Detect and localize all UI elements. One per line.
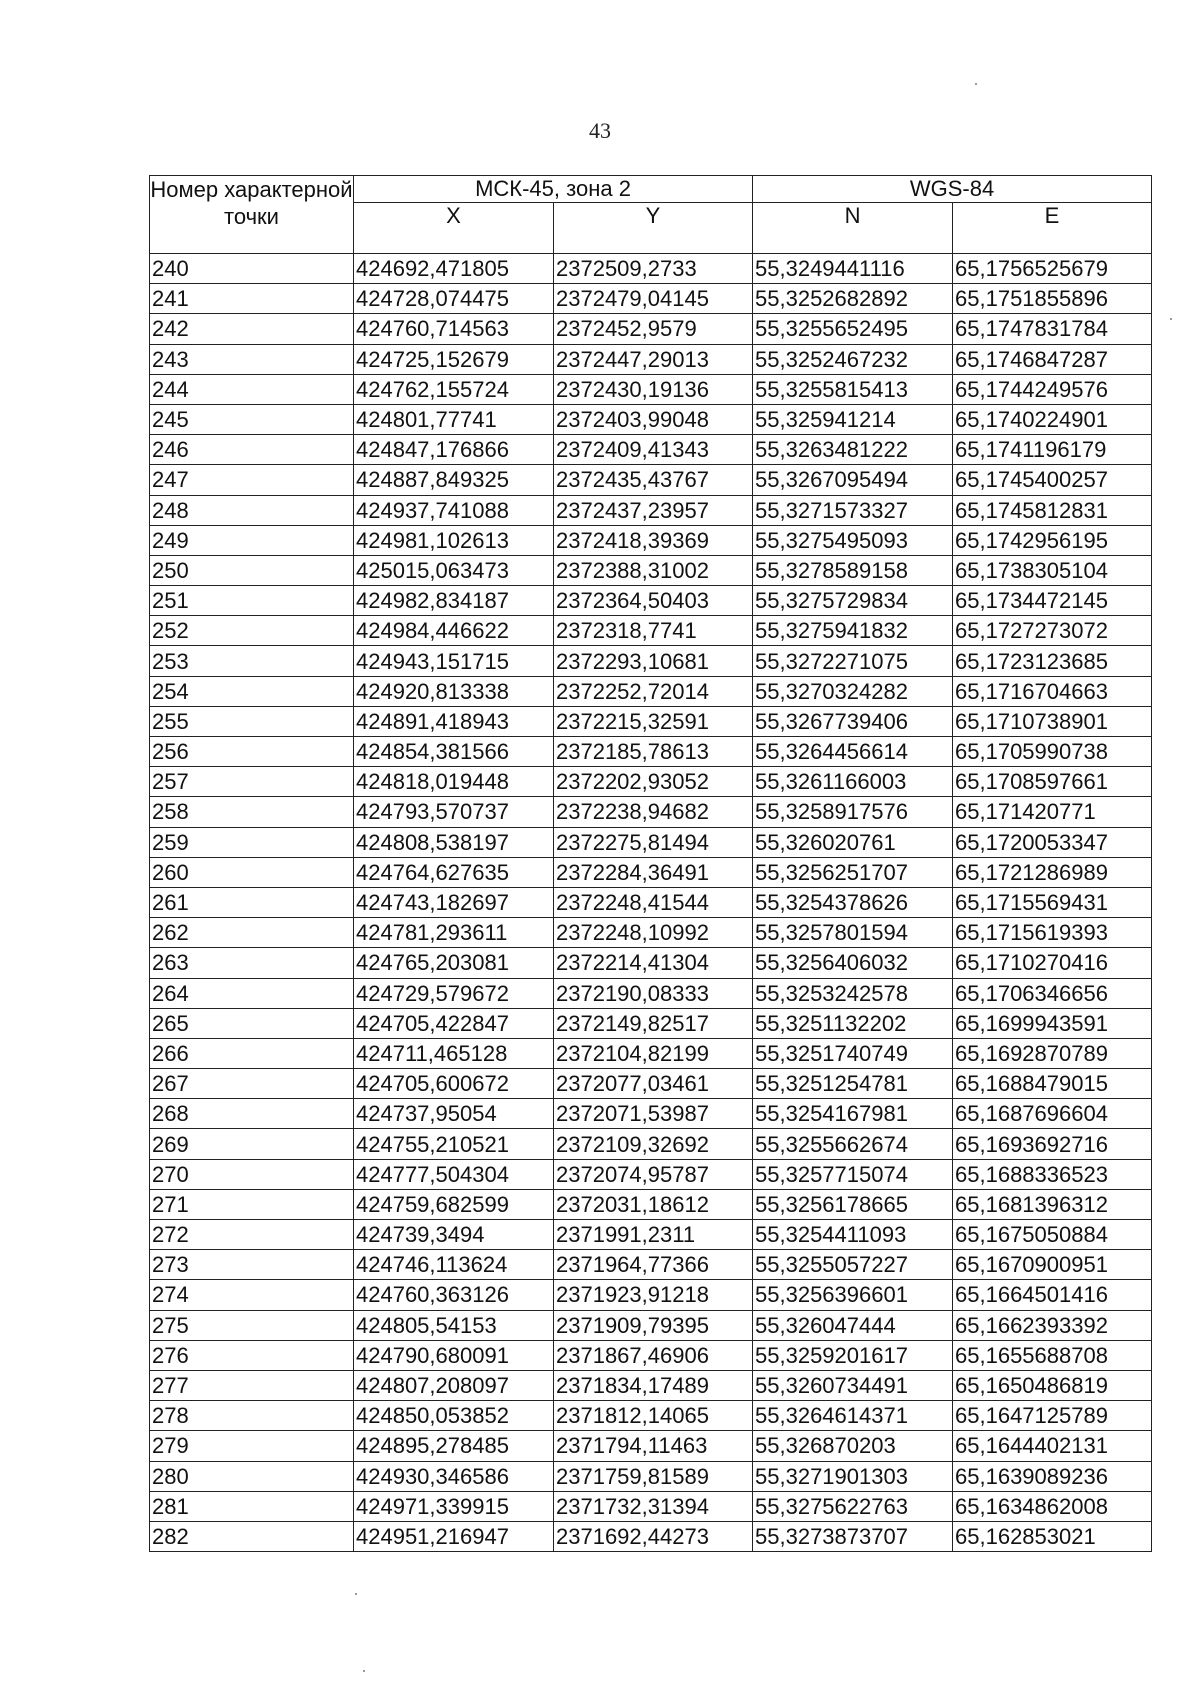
point-number-cell: 271 xyxy=(150,1189,354,1219)
table-row xyxy=(150,1491,1152,1521)
point-number-cell: 272 xyxy=(150,1220,354,1250)
n-cell: 55,3257715074 xyxy=(753,1159,953,1189)
y-cell: 2372215,32591 xyxy=(554,706,753,736)
point-number-cell: 259 xyxy=(150,827,354,857)
table-row xyxy=(150,1008,1152,1038)
e-cell: 65,1706346656 xyxy=(953,978,1152,1008)
n-cell: 55,326020761 xyxy=(753,827,953,857)
n-cell: 55,3270324282 xyxy=(753,676,953,706)
e-cell: 65,1693692716 xyxy=(953,1129,1152,1159)
table-row xyxy=(150,1069,1152,1099)
n-cell: 55,3254167981 xyxy=(753,1099,953,1129)
e-cell: 65,1639089236 xyxy=(953,1461,1152,1491)
table-row xyxy=(150,465,1152,495)
n-cell: 55,3255652495 xyxy=(753,314,953,344)
x-cell: 424705,422847 xyxy=(354,1008,554,1038)
x-cell: 424818,019448 xyxy=(354,767,554,797)
e-cell: 65,1745812831 xyxy=(953,495,1152,525)
y-cell: 2372109,32692 xyxy=(554,1129,753,1159)
y-cell: 2371812,14065 xyxy=(554,1401,753,1431)
n-cell: 55,3261166003 xyxy=(753,767,953,797)
table-row xyxy=(150,1401,1152,1431)
y-cell: 2371692,44273 xyxy=(554,1521,753,1551)
table-row xyxy=(150,706,1152,736)
y-cell: 2372149,82517 xyxy=(554,1008,753,1038)
table-row xyxy=(150,374,1152,404)
table-row xyxy=(150,254,1152,284)
x-cell: 424728,074475 xyxy=(354,284,554,314)
table-row xyxy=(150,978,1152,1008)
point-number-cell: 246 xyxy=(150,435,354,465)
y-cell: 2372074,95787 xyxy=(554,1159,753,1189)
point-number-cell: 251 xyxy=(150,586,354,616)
n-cell: 55,3275729834 xyxy=(753,586,953,616)
msk-45-zone-2-header: МСК-45, зона 2 xyxy=(354,176,753,203)
point-number-cell: 265 xyxy=(150,1008,354,1038)
table-row xyxy=(150,1310,1152,1340)
x-cell: 424725,152679 xyxy=(354,344,554,374)
x-column-header: X xyxy=(354,203,554,254)
y-cell: 2372293,10681 xyxy=(554,646,753,676)
x-cell: 424764,627635 xyxy=(354,857,554,887)
table-row xyxy=(150,586,1152,616)
n-cell: 55,3257801594 xyxy=(753,918,953,948)
n-cell: 55,3256178665 xyxy=(753,1189,953,1219)
e-cell: 65,1699943591 xyxy=(953,1008,1152,1038)
x-cell: 424847,176866 xyxy=(354,435,554,465)
point-number-cell: 273 xyxy=(150,1250,354,1280)
e-cell: 65,1662393392 xyxy=(953,1310,1152,1340)
e-cell: 65,1723123685 xyxy=(953,646,1152,676)
table-row xyxy=(150,1099,1152,1129)
y-cell: 2372418,39369 xyxy=(554,525,753,555)
y-cell: 2372284,36491 xyxy=(554,857,753,887)
n-cell: 55,3253242578 xyxy=(753,978,953,1008)
point-number-cell: 252 xyxy=(150,616,354,646)
x-cell: 424705,600672 xyxy=(354,1069,554,1099)
scan-speck xyxy=(355,1593,357,1595)
point-number-cell: 270 xyxy=(150,1159,354,1189)
y-cell: 2371991,2311 xyxy=(554,1220,753,1250)
n-cell: 55,3278589158 xyxy=(753,555,953,585)
y-cell: 2371794,11463 xyxy=(554,1431,753,1461)
e-cell: 65,1655688708 xyxy=(953,1340,1152,1370)
x-cell: 424793,570737 xyxy=(354,797,554,827)
table-row xyxy=(150,1159,1152,1189)
page-number: 43 xyxy=(589,118,611,143)
header-row-top xyxy=(150,176,1152,203)
point-number-cell: 266 xyxy=(150,1038,354,1068)
n-cell: 55,3267739406 xyxy=(753,706,953,736)
y-cell: 2372031,18612 xyxy=(554,1189,753,1219)
x-cell: 424854,381566 xyxy=(354,737,554,767)
point-number-cell: 279 xyxy=(150,1431,354,1461)
x-cell: 424801,77741 xyxy=(354,404,554,434)
y-cell: 2372214,41304 xyxy=(554,948,753,978)
y-cell: 2372071,53987 xyxy=(554,1099,753,1129)
x-cell: 424762,155724 xyxy=(354,374,554,404)
n-cell: 55,3256251707 xyxy=(753,857,953,887)
e-cell: 65,1688336523 xyxy=(953,1159,1152,1189)
e-cell: 65,1692870789 xyxy=(953,1038,1152,1068)
x-cell: 424692,471805 xyxy=(354,254,554,284)
x-cell: 424850,053852 xyxy=(354,1401,554,1431)
e-cell: 65,1670900951 xyxy=(953,1250,1152,1280)
y-cell: 2371923,91218 xyxy=(554,1280,753,1310)
y-cell: 2371732,31394 xyxy=(554,1491,753,1521)
table-row xyxy=(150,948,1152,978)
y-cell: 2372364,50403 xyxy=(554,586,753,616)
point-number-cell: 263 xyxy=(150,948,354,978)
e-cell: 65,1734472145 xyxy=(953,586,1152,616)
y-cell: 2372435,43767 xyxy=(554,465,753,495)
table-row xyxy=(150,435,1152,465)
x-cell: 424984,446622 xyxy=(354,616,554,646)
scan-speck xyxy=(363,1670,365,1672)
table-row xyxy=(150,616,1152,646)
scan-speck xyxy=(1170,318,1172,320)
table-row xyxy=(150,555,1152,585)
x-cell: 424746,113624 xyxy=(354,1250,554,1280)
n-cell: 55,3249441116 xyxy=(753,254,953,284)
x-cell: 424781,293611 xyxy=(354,918,554,948)
e-cell: 65,1715569431 xyxy=(953,887,1152,917)
x-cell: 424891,418943 xyxy=(354,706,554,736)
point-number-cell: 282 xyxy=(150,1521,354,1551)
table-row xyxy=(150,767,1152,797)
x-cell: 424739,3494 xyxy=(354,1220,554,1250)
n-cell: 55,3275622763 xyxy=(753,1491,953,1521)
x-cell: 424895,278485 xyxy=(354,1431,554,1461)
point-number-cell: 245 xyxy=(150,404,354,434)
table-row xyxy=(150,887,1152,917)
n-cell: 55,3256406032 xyxy=(753,948,953,978)
e-cell: 65,1647125789 xyxy=(953,1401,1152,1431)
x-cell: 424930,346586 xyxy=(354,1461,554,1491)
table-row xyxy=(150,1220,1152,1250)
point-number-cell: 277 xyxy=(150,1370,354,1400)
e-cell: 65,1744249576 xyxy=(953,374,1152,404)
point-number-cell: 249 xyxy=(150,525,354,555)
table-row xyxy=(150,1370,1152,1400)
y-cell: 2372248,10992 xyxy=(554,918,753,948)
y-cell: 2371867,46906 xyxy=(554,1340,753,1370)
e-cell: 65,1721286989 xyxy=(953,857,1152,887)
y-cell: 2372077,03461 xyxy=(554,1069,753,1099)
y-cell: 2372275,81494 xyxy=(554,827,753,857)
point-number-cell: 241 xyxy=(150,284,354,314)
n-column-header: N xyxy=(753,203,953,254)
x-cell: 424760,363126 xyxy=(354,1280,554,1310)
table-row xyxy=(150,918,1152,948)
y-cell: 2372318,7741 xyxy=(554,616,753,646)
n-cell: 55,3255662674 xyxy=(753,1129,953,1159)
table-row xyxy=(150,1038,1152,1068)
coordinates-table xyxy=(149,175,1152,1552)
n-cell: 55,3273873707 xyxy=(753,1521,953,1551)
e-column-header: E xyxy=(953,203,1152,254)
point-number-cell: 261 xyxy=(150,887,354,917)
y-cell: 2372238,94682 xyxy=(554,797,753,827)
n-cell: 55,3267095494 xyxy=(753,465,953,495)
e-cell: 65,1708597661 xyxy=(953,767,1152,797)
table-row xyxy=(150,525,1152,555)
e-cell: 65,1738305104 xyxy=(953,555,1152,585)
x-cell: 424759,682599 xyxy=(354,1189,554,1219)
x-cell: 424743,182697 xyxy=(354,887,554,917)
n-cell: 55,3264456614 xyxy=(753,737,953,767)
point-number-cell: 242 xyxy=(150,314,354,344)
point-number-cell: 254 xyxy=(150,676,354,706)
e-cell: 65,1746847287 xyxy=(953,344,1152,374)
n-cell: 55,3271573327 xyxy=(753,495,953,525)
point-number-cell: 268 xyxy=(150,1099,354,1129)
n-cell: 55,3251254781 xyxy=(753,1069,953,1099)
e-cell: 65,1727273072 xyxy=(953,616,1152,646)
e-cell: 65,1687696604 xyxy=(953,1099,1152,1129)
n-cell: 55,3258917576 xyxy=(753,797,953,827)
scan-speck xyxy=(975,83,977,85)
point-number-cell: 243 xyxy=(150,344,354,374)
point-number-cell: 262 xyxy=(150,918,354,948)
point-number-cell: 248 xyxy=(150,495,354,525)
table-row xyxy=(150,1250,1152,1280)
n-cell: 55,326047444 xyxy=(753,1310,953,1340)
x-cell: 424937,741088 xyxy=(354,495,554,525)
table-row xyxy=(150,827,1152,857)
n-cell: 55,3256396601 xyxy=(753,1280,953,1310)
table-row xyxy=(150,797,1152,827)
e-cell: 65,1756525679 xyxy=(953,254,1152,284)
y-cell: 2372190,08333 xyxy=(554,978,753,1008)
y-cell: 2372409,41343 xyxy=(554,435,753,465)
table-body xyxy=(150,254,1152,1552)
n-cell: 55,3263481222 xyxy=(753,435,953,465)
n-cell: 55,3255057227 xyxy=(753,1250,953,1280)
table-row xyxy=(150,737,1152,767)
e-cell: 65,1664501416 xyxy=(953,1280,1152,1310)
e-cell: 65,1751855896 xyxy=(953,284,1152,314)
n-cell: 55,3272271075 xyxy=(753,646,953,676)
table-row xyxy=(150,495,1152,525)
y-cell: 2371964,77366 xyxy=(554,1250,753,1280)
point-number-cell: 276 xyxy=(150,1340,354,1370)
x-cell: 424765,203081 xyxy=(354,948,554,978)
y-cell: 2372430,19136 xyxy=(554,374,753,404)
e-cell: 65,1675050884 xyxy=(953,1220,1152,1250)
point-number-cell: 281 xyxy=(150,1491,354,1521)
point-number-cell: 244 xyxy=(150,374,354,404)
e-cell: 65,1681396312 xyxy=(953,1189,1152,1219)
point-number-cell: 280 xyxy=(150,1461,354,1491)
x-cell: 424805,54153 xyxy=(354,1310,554,1340)
x-cell: 424971,339915 xyxy=(354,1491,554,1521)
n-cell: 55,3259201617 xyxy=(753,1340,953,1370)
x-cell: 424760,714563 xyxy=(354,314,554,344)
n-cell: 55,326870203 xyxy=(753,1431,953,1461)
table-row xyxy=(150,1461,1152,1491)
point-number-cell: 253 xyxy=(150,646,354,676)
wgs-84-header: WGS-84 xyxy=(753,176,1152,203)
table-row xyxy=(150,1521,1152,1551)
point-number-cell: 269 xyxy=(150,1129,354,1159)
n-cell: 55,3252682892 xyxy=(753,284,953,314)
y-cell: 2372252,72014 xyxy=(554,676,753,706)
point-number-cell: 267 xyxy=(150,1069,354,1099)
table-row xyxy=(150,284,1152,314)
table-row xyxy=(150,857,1152,887)
y-cell: 2372447,29013 xyxy=(554,344,753,374)
x-cell: 424755,210521 xyxy=(354,1129,554,1159)
table-row xyxy=(150,1280,1152,1310)
n-cell: 55,3275941832 xyxy=(753,616,953,646)
point-number-cell: 260 xyxy=(150,857,354,887)
y-cell: 2372248,41544 xyxy=(554,887,753,917)
n-cell: 55,3260734491 xyxy=(753,1370,953,1400)
e-cell: 65,1710738901 xyxy=(953,706,1152,736)
table-row xyxy=(150,344,1152,374)
x-cell: 424777,504304 xyxy=(354,1159,554,1189)
table-row xyxy=(150,1431,1152,1461)
point-number-cell: 258 xyxy=(150,797,354,827)
n-cell: 55,3251740749 xyxy=(753,1038,953,1068)
x-cell: 424808,538197 xyxy=(354,827,554,857)
table-row xyxy=(150,1189,1152,1219)
point-number-cell: 247 xyxy=(150,465,354,495)
n-cell: 55,3254411093 xyxy=(753,1220,953,1250)
y-cell: 2372202,93052 xyxy=(554,767,753,797)
x-cell: 424807,208097 xyxy=(354,1370,554,1400)
y-cell: 2371759,81589 xyxy=(554,1461,753,1491)
x-cell: 424737,95054 xyxy=(354,1099,554,1129)
point-number-header: Номер характерной точки xyxy=(150,176,354,254)
table-row xyxy=(150,676,1152,706)
point-number-cell: 275 xyxy=(150,1310,354,1340)
e-cell: 65,1705990738 xyxy=(953,737,1152,767)
x-cell: 424951,216947 xyxy=(354,1521,554,1551)
point-number-cell: 274 xyxy=(150,1280,354,1310)
point-number-cell: 257 xyxy=(150,767,354,797)
x-cell: 424920,813338 xyxy=(354,676,554,706)
table-row xyxy=(150,1129,1152,1159)
x-cell: 424790,680091 xyxy=(354,1340,554,1370)
x-cell: 425015,063473 xyxy=(354,555,554,585)
y-cell: 2372403,99048 xyxy=(554,404,753,434)
y-cell: 2372388,31002 xyxy=(554,555,753,585)
n-cell: 55,3271901303 xyxy=(753,1461,953,1491)
x-cell: 424887,849325 xyxy=(354,465,554,495)
e-cell: 65,1745400257 xyxy=(953,465,1152,495)
n-cell: 55,3264614371 xyxy=(753,1401,953,1431)
e-cell: 65,1634862008 xyxy=(953,1491,1152,1521)
e-cell: 65,1741196179 xyxy=(953,435,1152,465)
e-cell: 65,1747831784 xyxy=(953,314,1152,344)
e-cell: 65,1720053347 xyxy=(953,827,1152,857)
table-row xyxy=(150,646,1152,676)
point-number-cell: 264 xyxy=(150,978,354,1008)
point-number-cell: 256 xyxy=(150,737,354,767)
n-cell: 55,325941214 xyxy=(753,404,953,434)
n-cell: 55,3254378626 xyxy=(753,887,953,917)
e-cell: 65,1742956195 xyxy=(953,525,1152,555)
x-cell: 424981,102613 xyxy=(354,525,554,555)
table-row xyxy=(150,1340,1152,1370)
e-cell: 65,171420771 xyxy=(953,797,1152,827)
n-cell: 55,3251132202 xyxy=(753,1008,953,1038)
y-cell: 2371909,79395 xyxy=(554,1310,753,1340)
n-cell: 55,3275495093 xyxy=(753,525,953,555)
e-cell: 65,1650486819 xyxy=(953,1370,1152,1400)
e-cell: 65,1715619393 xyxy=(953,918,1152,948)
point-number-cell: 240 xyxy=(150,254,354,284)
x-cell: 424711,465128 xyxy=(354,1038,554,1068)
y-cell: 2371834,17489 xyxy=(554,1370,753,1400)
table-row xyxy=(150,404,1152,434)
y-cell: 2372452,9579 xyxy=(554,314,753,344)
x-cell: 424943,151715 xyxy=(354,646,554,676)
e-cell: 65,1716704663 xyxy=(953,676,1152,706)
e-cell: 65,1710270416 xyxy=(953,948,1152,978)
table-header xyxy=(150,176,1152,254)
y-cell: 2372185,78613 xyxy=(554,737,753,767)
n-cell: 55,3252467232 xyxy=(753,344,953,374)
y-cell: 2372437,23957 xyxy=(554,495,753,525)
x-cell: 424729,579672 xyxy=(354,978,554,1008)
y-column-header: Y xyxy=(554,203,753,254)
n-cell: 55,3255815413 xyxy=(753,374,953,404)
point-number-cell: 278 xyxy=(150,1401,354,1431)
y-cell: 2372479,04145 xyxy=(554,284,753,314)
e-cell: 65,1644402131 xyxy=(953,1431,1152,1461)
table-row xyxy=(150,314,1152,344)
e-cell: 65,162853021 xyxy=(953,1521,1152,1551)
point-number-cell: 250 xyxy=(150,555,354,585)
y-cell: 2372509,2733 xyxy=(554,254,753,284)
x-cell: 424982,834187 xyxy=(354,586,554,616)
point-number-cell: 255 xyxy=(150,706,354,736)
e-cell: 65,1740224901 xyxy=(953,404,1152,434)
y-cell: 2372104,82199 xyxy=(554,1038,753,1068)
e-cell: 65,1688479015 xyxy=(953,1069,1152,1099)
